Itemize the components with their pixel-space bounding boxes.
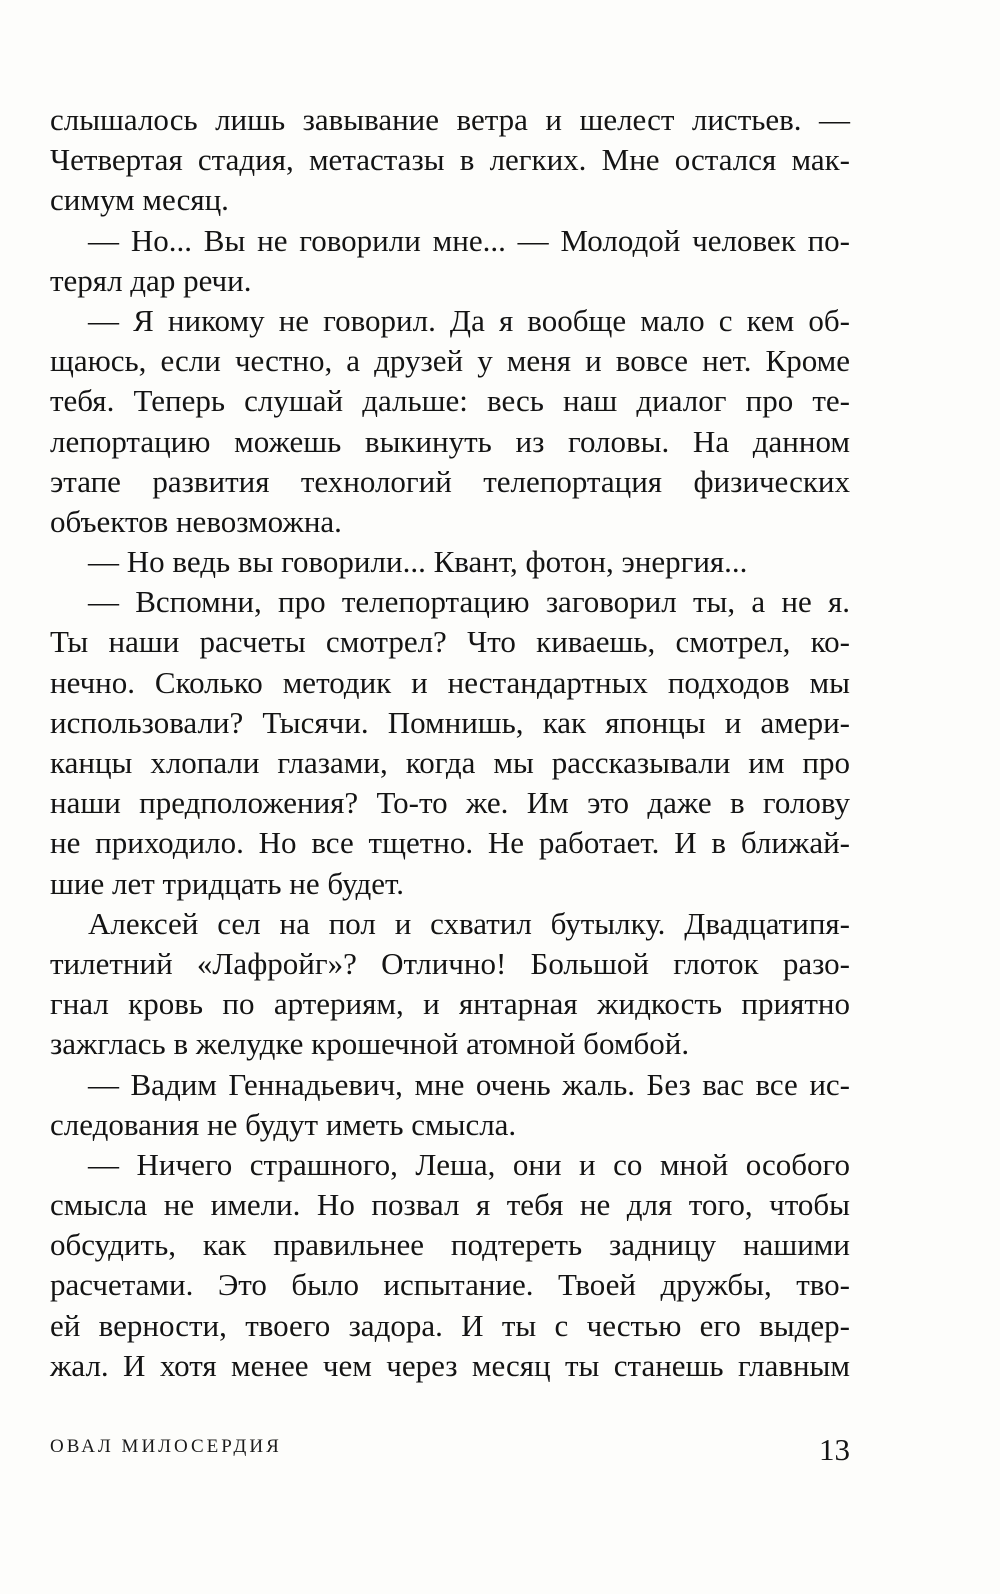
text-line: следования не будут иметь смысла. [50, 1106, 517, 1142]
text-line: терял дар речи. [50, 262, 252, 298]
text-line: использовали? Тысячи. Помнишь, как японцы и амери- [50, 704, 850, 740]
page-number: 13 [819, 1432, 850, 1467]
text-line: Четвертая стадия, метастазы в легких. Мне остался мак- [50, 142, 850, 178]
text-line: не приходило. Но все тщетно. Не работает. И в ближай- [50, 825, 850, 861]
text-line: тебя. Теперь слушай дальше: весь наш диалог про те- [50, 383, 850, 419]
text-line: — Но ведь вы говорили... Квант, фотон, энергия... [88, 544, 748, 580]
text-line: — Но... Вы не говорили мне... — Молодой человек по- [88, 222, 850, 258]
text-line: гнал кровь по артериям, и янтарная жидкость приятно [50, 986, 850, 1022]
text-line: канцы хлопали глазами, когда мы рассказывали им про [50, 745, 850, 780]
text-line: смысла не имели. Но позвал я тебя не для того, чтобы [50, 1187, 850, 1223]
text-line: объектов невозможна. [50, 503, 342, 539]
text-line: Алексей сел на пол и схватил бутылку. Двадцатипя- [88, 905, 850, 941]
text-line: лепортацию можешь выкинуть из головы. На данном [50, 423, 850, 459]
text-line: — Ничего страшного, Леша, они и со мной особого [88, 1146, 850, 1182]
text-line: ей верности, твоего задора. И ты с честью его выдер- [50, 1307, 850, 1343]
text-line: наши предположения? То-то же. Им это даже в голову [50, 785, 850, 821]
text-line: этапе развития технологий телепортация физических [50, 463, 850, 499]
body-text [50, 100, 850, 1386]
text-line: симум месяц. [50, 182, 229, 218]
text-line: — Вадим Геннадьевич, мне очень жаль. Без вас все ис- [88, 1066, 850, 1102]
text-line: зажглась в желудке крошечной атомной бомбой. [50, 1026, 690, 1062]
text-line: расчетами. Это было испытание. Твоей дружбы, тво- [50, 1267, 850, 1303]
page-footer [50, 1432, 850, 1472]
text-line: обсудить, как правильнее подтереть задницу нашими [50, 1227, 850, 1263]
text-line: щаюсь, если честно, а друзей у меня и вовсе нет. Кроме [50, 343, 850, 379]
text-line: тилетний «Лафройг»? Отлично! Большой глоток разо- [50, 945, 850, 981]
running-title: ОВАЛ МИЛОСЕРДИЯ [50, 1436, 282, 1457]
text-line: нечно. Сколько методик и нестандартных подходов мы [50, 664, 850, 700]
text-line: жал. И хотя менее чем через месяц ты станешь главным [50, 1347, 850, 1383]
text-line: слышалось лишь завывание ветра и шелест листьев. — [50, 102, 850, 137]
text-line: шие лет тридцать не будет. [50, 865, 405, 901]
text-line: — Я никому не говорил. Да я вообще мало с кем об- [88, 302, 850, 338]
text-line: Ты наши расчеты смотрел? Что киваешь, смотрел, ко- [50, 624, 850, 660]
text-line: — Вспомни, про телепортацию заговорил ты, а не я. [88, 584, 850, 620]
